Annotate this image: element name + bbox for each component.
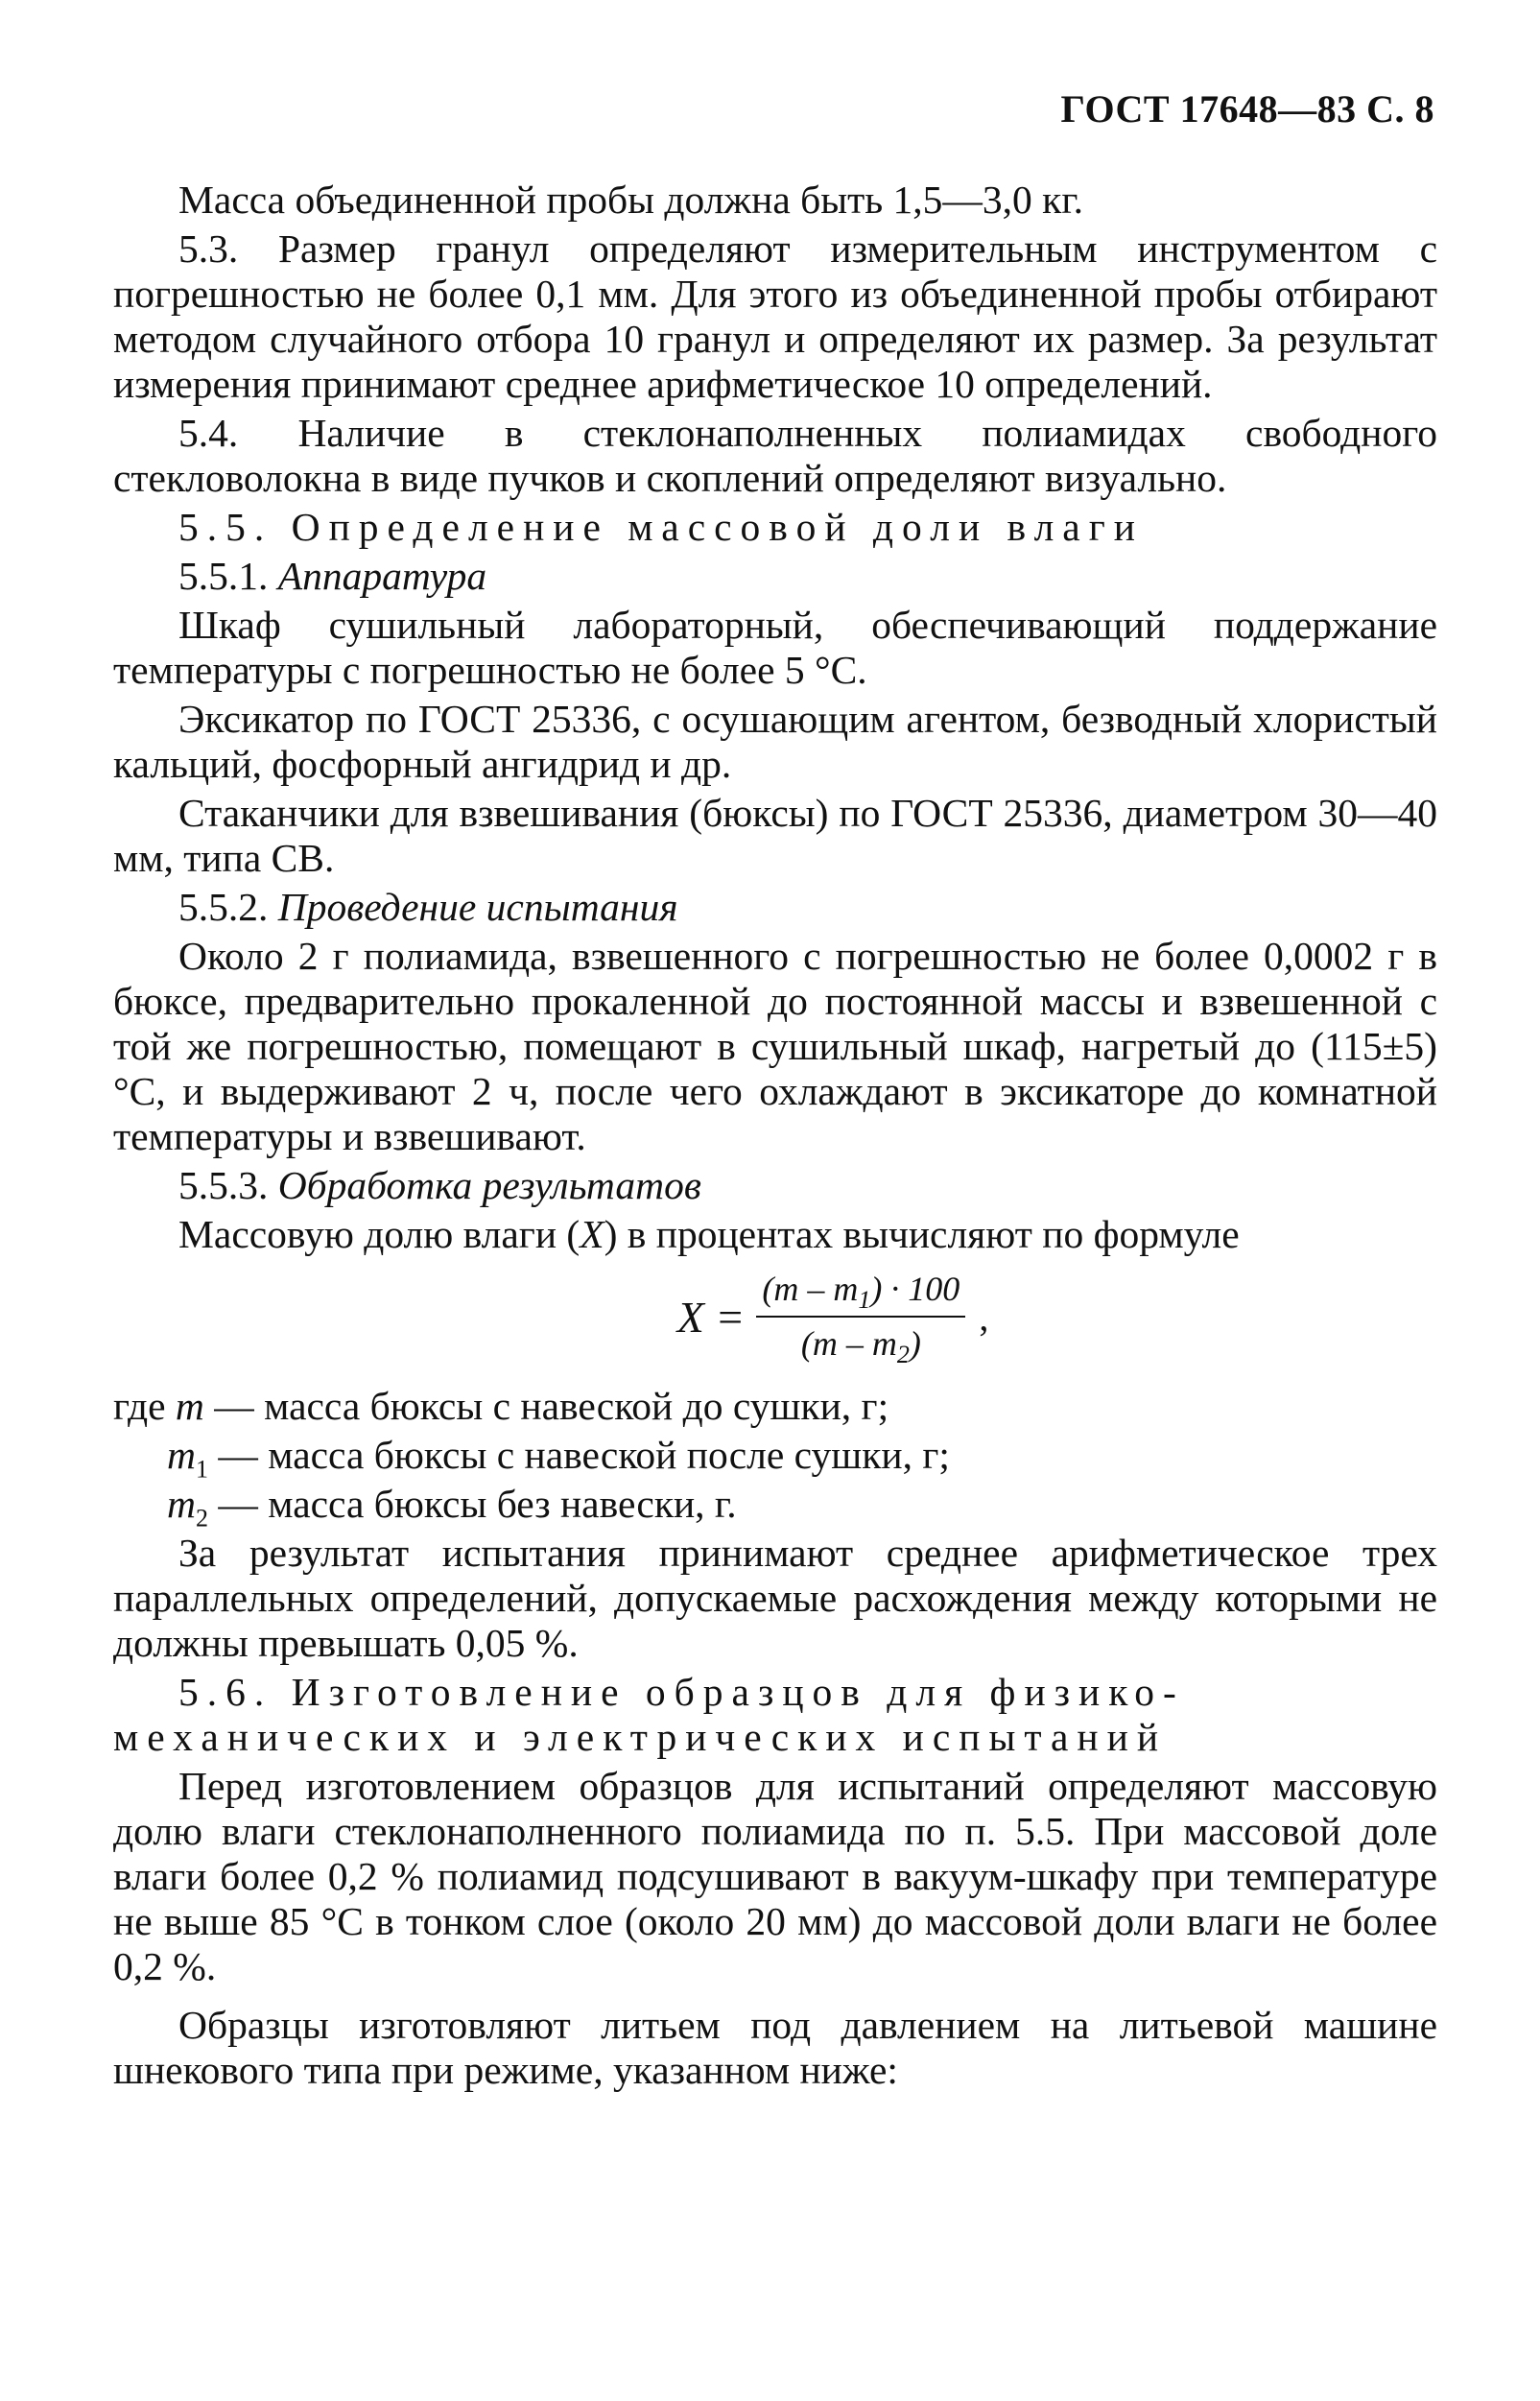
definition-m1: $m_1$ — масса бюксы с навеской после сушки, г; [167, 1433, 950, 1484]
definition-m2: $m_2$ — масса бюксы без навески, г. [167, 1482, 737, 1533]
formula-denominator: $(m - m_2)$ [800, 1324, 921, 1369]
subsection-5-5-2 [113, 885, 1437, 930]
variable-x: X [580, 1212, 604, 1256]
section-heading-5-5: 5.5. Определение массовой доли влаги [178, 505, 1144, 549]
paragraph-5-4: 5.4. Наличие в стеклонаполненных полиамидах свободного стекловолокна в виде пучков и скоплений определяют визуально. [113, 411, 1437, 500]
subsection-5-5-3 [113, 1163, 1437, 1208]
formula-comma: , [979, 1295, 989, 1339]
subsection-title: Проведение испытания [277, 885, 678, 929]
paragraph-weighing-bottles: Стаканчики для взвешивания (бюксы) по ГОСТ 25336, диаметром 30—40 мм, типа СВ. [113, 791, 1437, 880]
paragraph-5-3: 5.3. Размер гранул определяют измерительным инструментом с погрешностью не более 0,1 мм. Для этого из объединенной пробы отбирают методом случайного отбора 10 гранул и определяют их размер. За результат измерения принимают среднее арифметическое 10 определений. [113, 226, 1437, 406]
paragraph-sample-mass: Масса объединенной пробы должна быть 1,5—3,0 кг. [178, 178, 1084, 222]
subsection-number: 5.5.2. [178, 885, 278, 929]
page-header: ГОСТ 17648—83 С. 8 [1060, 87, 1434, 131]
subsection-number: 5.5.1. [178, 554, 278, 598]
paragraph-formula-intro: Массовую долю влаги (X) в процентах вычисляют по формуле [178, 1212, 1240, 1256]
paragraph-drying-cabinet: Шкаф сушильный лабораторный, обеспечивающий поддержание температуры с погрешностью не более 5 °С. [113, 603, 1437, 692]
paragraph-desiccator: Эксикатор по ГОСТ 25336, с осушающим агентом, безводный хлористый кальций, фосфорный ангидрид и др. [113, 697, 1437, 786]
subsection-title: Обработка результатов [277, 1163, 701, 1207]
section-heading-5-6: 5.6. Изготовление образцов для физико-механических и электрических испытаний [113, 1670, 1185, 1759]
subsection-number: 5.5.3. [178, 1163, 278, 1207]
formula-lhs: X = [676, 1292, 746, 1342]
moisture-formula [113, 1267, 1437, 1367]
paragraph-sample-prep: Перед изготовлением образцов для испытаний определяют массовую долю влаги стеклонаполненного полиамида по п. 5.5. При массовой доле влаги более 0,2 % полиамид подсушивают в вакуум-шкафу при температуре не выше 85 °С в тонком слое (около 20 мм) до массовой доли влаги не более 0,2 %. [113, 1764, 1437, 1988]
paragraph-test-procedure: Около 2 г полиамида, взвешенного с погрешностью не более 0,0002 г в бюксе, предварительно прокаленной до постоянной массы и взвешенной с той же погрешностью, помещают в сушильный шкаф, нагретый до (115±5) °С, и выдерживают 2 ч, после чего охлаждают в эксикаторе до комнатной температуры и взвешивают. [113, 934, 1437, 1158]
paragraph-result: За результат испытания принимают среднее арифметическое трех параллельных определений, допускаемые расхождения между которыми не должны превышать 0,05 %. [113, 1531, 1437, 1665]
formula-numerator: $(m - m_1) \cdot 100$ [756, 1267, 965, 1318]
definition-m: где m — масса бюксы с навеской до сушки, г; [113, 1384, 889, 1428]
formula-fraction [756, 1267, 965, 1367]
subsection-5-5-1 [113, 554, 1437, 599]
document-body [113, 178, 1437, 2097]
subsection-title: Аппаратура [277, 554, 487, 598]
paragraph-injection-molding: Образцы изготовляют литьем под давлением на литьевой машине шнекового типа при режиме, указанном ниже: [113, 2003, 1437, 2092]
